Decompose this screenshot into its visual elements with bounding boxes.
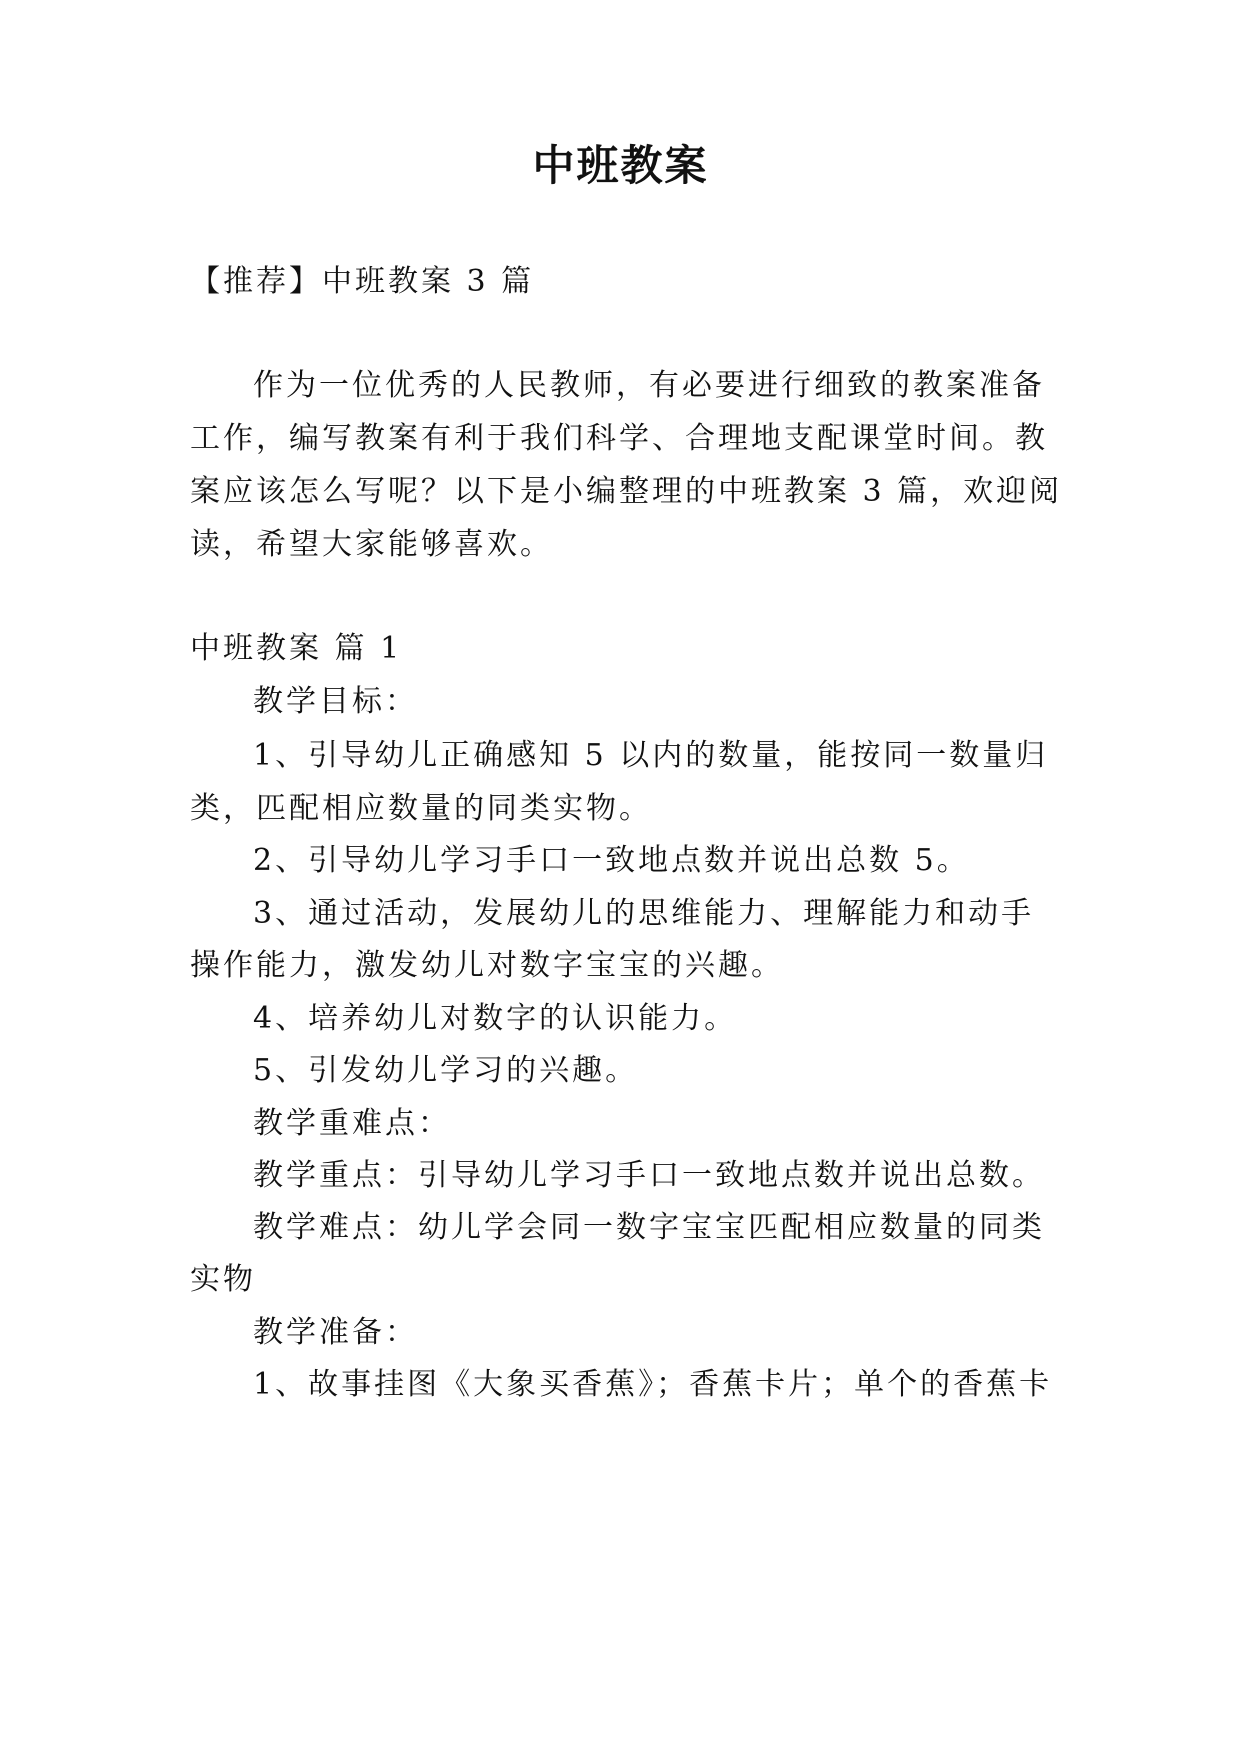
goal-line: 4、培养幼儿对数字的认识能力。 [253,1001,738,1036]
document-title: 中班教案 [532,141,709,190]
difficult-point-line: 实物 [190,1262,256,1297]
intro-line: 工作，编写教案有利于我们科学、合理地支配课堂时间。教 [190,421,1048,456]
goal-line: 5、引发幼儿学习的兴趣。 [253,1053,639,1088]
section-heading: 中班教案 篇 1 [190,631,403,666]
prep-heading: 教学准备： [253,1315,418,1350]
document-subtitle: 【推荐】中班教案 3 篇 [190,264,535,299]
goal-line: 操作能力，激发幼儿对数字宝宝的兴趣。 [190,948,784,983]
difficulty-heading: 教学重难点： [253,1106,451,1141]
goal-line: 3、通过活动，发展幼儿的思维能力、理解能力和动手 [253,896,1035,931]
intro-line: 案应该怎么写呢？以下是小编整理的中班教案 3 篇，欢迎阅 [190,474,1063,509]
difficult-point-line: 教学难点：幼儿学会同一数字宝宝匹配相应数量的同类 [253,1210,1045,1245]
prep-line: 1、故事挂图《大象买香蕉》；香蕉卡片；单个的香蕉卡 [253,1367,1053,1402]
goal-line: 类，匹配相应数量的同类实物。 [190,791,652,826]
key-point: 教学重点：引导幼儿学习手口一致地点数并说出总数。 [253,1158,1045,1193]
goal-line: 2、引导幼儿学习手口一致地点数并说出总数 5。 [253,843,970,878]
intro-line: 作为一位优秀的人民教师，有必要进行细致的教案准备 [253,368,1045,403]
goal-line: 1、引导幼儿正确感知 5 以内的数量，能按同一数量归 [253,738,1049,773]
goals-heading: 教学目标： [253,684,418,719]
intro-line: 读，希望大家能够喜欢。 [190,527,553,562]
